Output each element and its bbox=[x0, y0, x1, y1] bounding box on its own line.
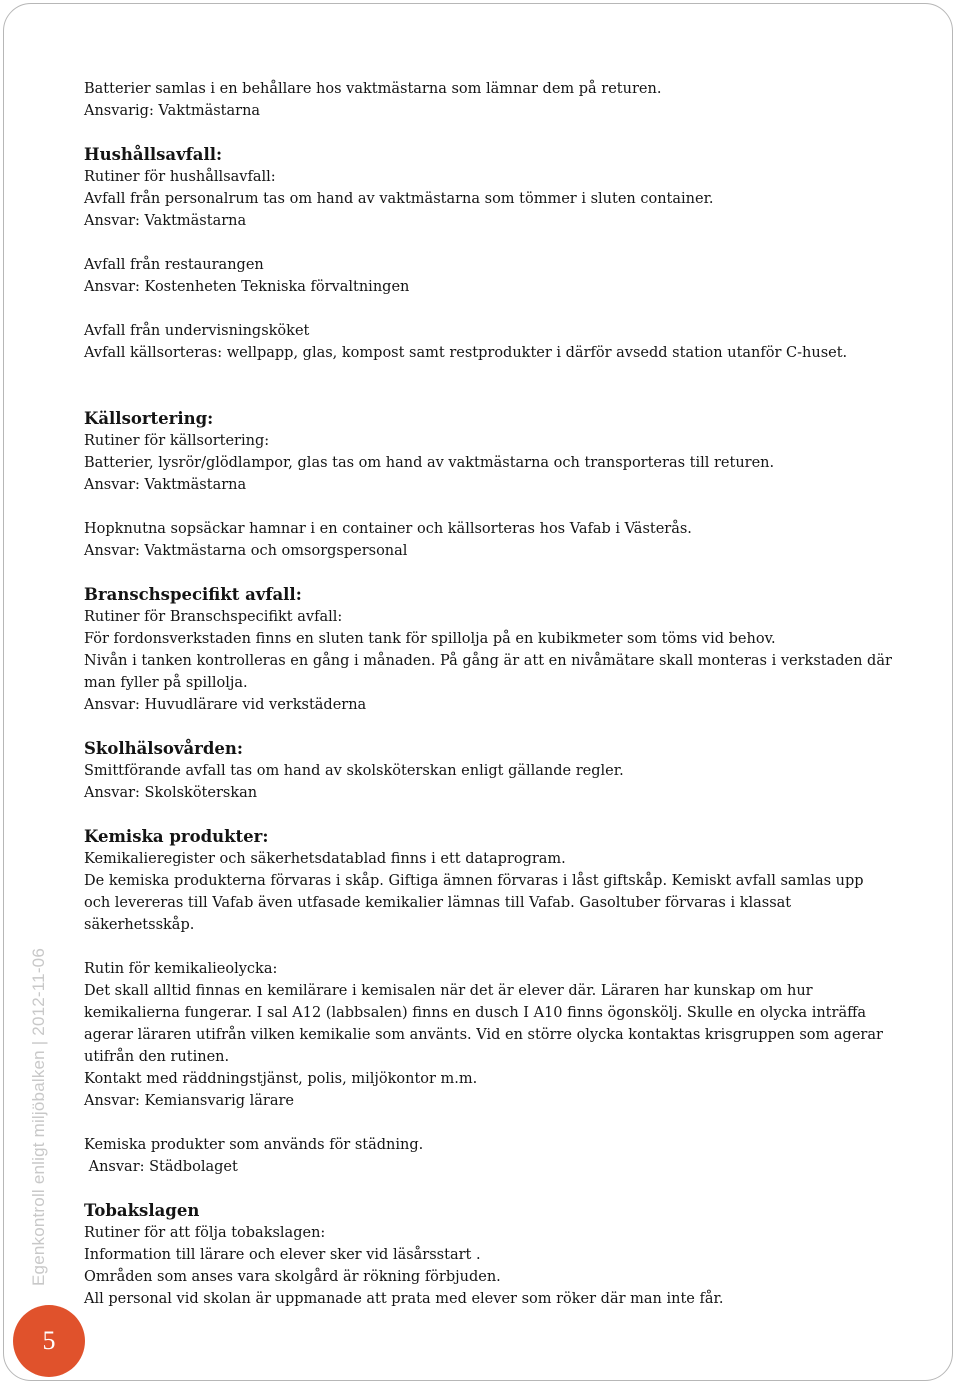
body-line: Ansvar: Skolsköterskan bbox=[84, 785, 258, 801]
document-body bbox=[84, 78, 894, 1310]
body-paragraph: De kemiska produkterna förvaras i skåp. Giftiga ämnen förvaras i låst giftskåp. Kemiskt avfall samlas upp och levereras till Vafab även utfasade kemikalier lämnas till Vafab. Gasoltuber förvaras i klassat säkerhetsskåp. bbox=[84, 873, 864, 933]
section-industry-waste bbox=[84, 584, 894, 716]
section-bags bbox=[84, 518, 894, 562]
body-line: Information till lärare och elever sker vid läsårsstart . bbox=[84, 1247, 481, 1263]
section-restaurant-waste bbox=[84, 254, 894, 298]
body-line: Ansvar: Städbolaget bbox=[84, 1159, 238, 1175]
body-line: Avfall från personalrum tas om hand av vaktmästarna som tömmer i sluten container. bbox=[84, 191, 714, 207]
body-line: Batterier samlas i en behållare hos vaktmästarna som lämnar dem på returen. bbox=[84, 81, 662, 97]
body-line: Ansvar: Vaktmästarna bbox=[84, 213, 247, 229]
body-line: Kemikalieregister och säkerhetsdatablad finns i ett dataprogram. bbox=[84, 851, 566, 867]
body-line: Ansvar: Huvudlärare vid verkstäderna bbox=[84, 697, 367, 713]
page-number-badge bbox=[13, 1305, 85, 1377]
section-heading: Hushållsavfall: bbox=[84, 145, 223, 164]
section-heading: Kemiska produkter: bbox=[84, 827, 269, 846]
body-line: Rutin för kemikalieolycka: bbox=[84, 961, 278, 977]
section-chemical-products bbox=[84, 826, 894, 936]
body-line: Ansvar: Kemiansvarig lärare bbox=[84, 1093, 295, 1109]
side-footer-text: Egenkontroll enligt miljöbalken | 2012-11-06 bbox=[29, 948, 48, 1286]
body-line: Ansvar: Vaktmästarna och omsorgspersonal bbox=[84, 543, 408, 559]
body-line: Ansvar: Kostenheten Tekniska förvaltningen bbox=[84, 279, 410, 295]
body-line: Avfall från undervisningsköket bbox=[84, 323, 310, 339]
body-line: Hopknutna sopsäckar hamnar i en container och källsorteras hos Vafab i Västerås. bbox=[84, 521, 692, 537]
body-line: Smittförande avfall tas om hand av skolsköterskan enligt gällande regler. bbox=[84, 763, 624, 779]
body-line: Rutiner för Branschspecifikt avfall: bbox=[84, 609, 343, 625]
body-paragraph: Det skall alltid finnas en kemilärare i kemisalen när det är elever där. Läraren har kunskap om hur kemikalierna fungerar. I sal A12 (labbsalen) finns en dusch I A10 finns ögonskölj. Skulle en olycka inträffa agerar läraren utifrån vilken kemikalie som använts. Vid en större olycka kontaktas krisgruppen som agerar utifrån den rutinen. bbox=[84, 983, 883, 1065]
body-line: Kemiska produkter som används för städning. bbox=[84, 1137, 424, 1153]
section-batteries bbox=[84, 78, 894, 122]
section-cleaning-products bbox=[84, 1134, 894, 1178]
section-chemical-accident bbox=[84, 958, 894, 1112]
section-tobacco-law bbox=[84, 1200, 894, 1310]
body-line: Ansvarig: Vaktmästarna bbox=[84, 103, 261, 119]
body-line: Rutiner för att följa tobakslagen: bbox=[84, 1225, 326, 1241]
body-line: För fordonsverkstaden finns en sluten tank för spillolja på en kubikmeter som töms vid behov. bbox=[84, 631, 776, 647]
body-line: Avfall från restaurangen bbox=[84, 257, 264, 273]
section-source-sorting bbox=[84, 408, 894, 496]
body-line: Kontakt med räddningstjänst, polis, miljökontor m.m. bbox=[84, 1071, 478, 1087]
body-line: Områden som anses vara skolgård är rökning förbjuden. bbox=[84, 1269, 501, 1285]
section-teaching-kitchen bbox=[84, 320, 894, 364]
body-line: Rutiner för källsortering: bbox=[84, 433, 270, 449]
body-paragraph: Nivån i tanken kontrolleras en gång i månaden. På gång är att en nivåmätare skall monteras i verkstaden där man fyller på spillolja. bbox=[84, 653, 892, 691]
section-heading: Tobakslagen bbox=[84, 1201, 200, 1220]
page-number: 5 bbox=[42, 1326, 56, 1355]
body-line: Batterier, lysrör/glödlampor, glas tas om hand av vaktmästarna och transporteras till returen. bbox=[84, 455, 775, 471]
body-line: Ansvar: Vaktmästarna bbox=[84, 477, 247, 493]
body-line: Avfall källsorteras: wellpapp, glas, kompost samt restprodukter i därför avsedd station utanför C-huset. bbox=[84, 345, 848, 361]
section-household-waste bbox=[84, 144, 894, 232]
section-heading: Källsortering: bbox=[84, 409, 214, 428]
body-line: All personal vid skolan är uppmanade att prata med elever som röker där man inte får. bbox=[84, 1291, 724, 1307]
body-line: Rutiner för hushållsavfall: bbox=[84, 169, 276, 185]
section-heading: Skolhälsovården: bbox=[84, 739, 243, 758]
section-school-health bbox=[84, 738, 894, 804]
section-heading: Branschspecifikt avfall: bbox=[84, 585, 302, 604]
